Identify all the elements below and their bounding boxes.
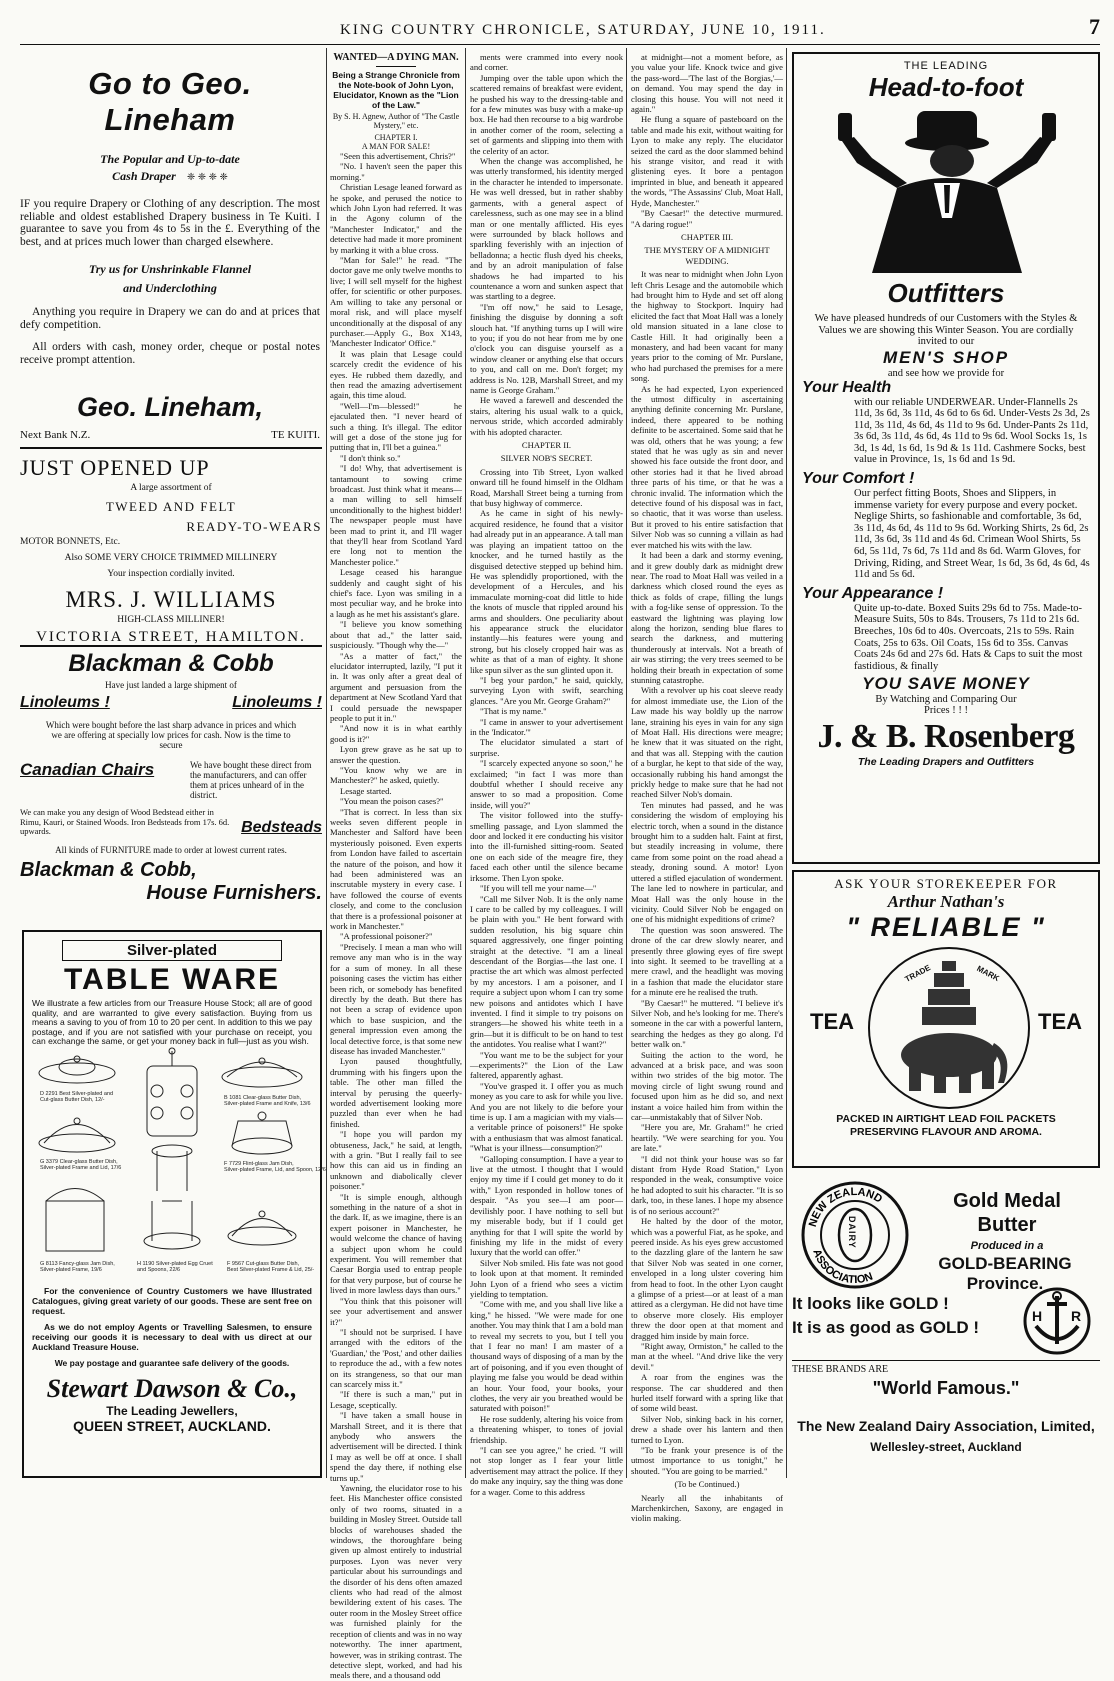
- nathan-name: Arthur Nathan's: [887, 892, 1005, 911]
- story-paragraph: A roar from the engines was the response. The car shuddered and then hurled itself forward with a spring like that of some wild beast.: [631, 1372, 783, 1414]
- dairy-brands: THESE BRANDS ARE: [792, 1364, 889, 1375]
- stewart-kicker: Silver-plated: [62, 940, 282, 961]
- divider: [20, 447, 322, 449]
- story-paragraph: When the change was accomplished, he was utterly transformed, his identity merged in the character he intended to impersonate. He was well dressed, but in rather shabby garments, with a general aspect of carelessness, such as one may see in a blind man or one mentally afflicted. His eyes were surrounded by black hollows and sparkling feverishly with an injection of belladonna; a hectic flush dyed his cheeks, and by an adroit manipulation of false shadows he had imparted to his countenance a worn and sunken aspect that was startling to a degree.: [470, 156, 623, 302]
- story-paragraph: The visitor followed into the stuffy-smelling passage, and Lyon slammed the door and locked it ere conducting his visitor into the ill-furnished sitting-room. Seated one on each side of the meagre fire, they faced each other until the silence became irksome. Then Lyon spoke.: [470, 810, 623, 883]
- lineham-body3: All orders with cash, money order, cheque or postal notes receive prompt attention.: [20, 341, 320, 366]
- story-paragraph: "A professional poisoner?": [340, 931, 433, 942]
- story-paragraph: It was plain that Lesage could scarcely credit the evidence of his eyes. He rubbed them dazedly, and then read the amazing advertisement again, this time aloud.: [330, 348, 462, 401]
- masthead: [0, 0, 1114, 48]
- dairy-province: GOLD-BEARING Province.: [938, 1254, 1072, 1293]
- story-title: WANTED—A DYING MAN.: [333, 52, 459, 63]
- story-paragraph: "I did not think your house was so far distant from Hyde Road Station," Lyon responded in the weak, consumptive voice he had adopted to suit his character. "It is so dark, too, in these lanes. I hope my absence is of no serious account?": [631, 1153, 783, 1216]
- item-caption: F 7729 Flint-glass Jam Dish,: [224, 1160, 294, 1167]
- story-body: [470, 52, 623, 1497]
- divider: [792, 1360, 1100, 1361]
- williams-ad: [20, 455, 322, 645]
- story-paragraph: Silver Nob smiled. His fate was not good to look upon at that moment. It reminded John Lyon of a friend who sees a victim yielding to temptation.: [470, 1257, 623, 1299]
- dairy-address: Wellesley-street, Auckland: [870, 1440, 1022, 1454]
- rosenberg-appearance-text: Quite up-to-date. Boxed Suits 29s 6d to 75s. Made-to-Measure Suits, 50s to 84s. Trousers, 7s 11d to 21s 6d. Breeches, 10s 6d to 40s. Overcoats, 21s to 59s. Rain Coats, 25s to 63s. Oil Coats, 15s 6d to 35s. Canvas Coats 24s 6d and 27s 6d. Hats & Caps to suit the most fastidious, & finally: [854, 602, 1083, 672]
- story-paragraph: Silver Nob, sinking back in his corner, drew a shade over his lantern and then turned to Lyon.: [631, 1413, 783, 1445]
- story-paragraph: "Right away, Ormiston," he called to the man at the wheel. "And drive like the very devil.": [631, 1340, 783, 1372]
- story-paragraph: Nearly all the inhabitants of Marchenkirchen, Saxony, are engaged in violin making.: [631, 1492, 783, 1524]
- rosenberg-mens-shop: MEN'S SHOP: [882, 347, 1010, 367]
- story-paragraph: "I don't think so.": [340, 452, 401, 463]
- stewart-catalogue-note: For the convenience of Country Customers we have Illustrated Catalogues, giving great variety of our goods. These are sent free on request.: [32, 1285, 312, 1316]
- story-paragraph: The elucidator simulated a start of surprise.: [470, 737, 623, 758]
- blackman-footer-furnishers: House Furnishers.: [146, 881, 322, 904]
- dairy-ad: [792, 1172, 1100, 1478]
- story-paragraph: "If you will tell me your name—": [480, 883, 597, 894]
- nathan-footer: PACKED IN AIRTIGHT LEAD FOIL PACKETS PRESERVING FLAVOUR AND AROMA.: [836, 1113, 1056, 1138]
- story-paragraph: "You want me to be the subject for your—experiments?" the Lion of the Law faltered, apparently aghast.: [470, 1049, 623, 1081]
- rosenberg-health-text: with our reliable UNDERWEAR. Under-Flannells 2s 11d, 3s 6d, 3s 11d, 4s 6d to 6s 6d. Under-Vests 2s 3d, 2s 11d, 3s 11d, 4s 6d, 4s 11d to 9s 6d. Under-Pants 2s 11d, 3s 6d, 3s 11d, 4s 6d, 4s 11d to 9s 6d. Wool Socks 1s, 1s 3d, 1s 4d, 1s 6d, 1s 9d & 1s 11d. Cashmere Socks, best value in Province, 1s, 1s 6d and 1s 9d.: [854, 396, 1090, 466]
- divider: [376, 66, 416, 67]
- blackman-name: Blackman & Cobb: [68, 650, 274, 677]
- williams-line6: Your inspection cordially invited.: [107, 569, 235, 579]
- story-paragraph: "Man for Sale!" he read. "The doctor gave me only twelve months to live; I will sell myself for the highest offer, for scientific or other purposes. Am willing to take any personal or moral risk, and will place myself unconditionally at the disposal of any purchaser.—Apply G., Box X143, 'Manchester Indicator' Office.": [330, 255, 462, 349]
- tea-label-left: TEA: [810, 1009, 854, 1034]
- story-paragraph: He halted by the door of the motor, which was a powerful Fiat, as he spoke, and peered inside. As his eyes grew accustomed to the dazzling glare of the lantern he saw that Silver Nob was seated in one corner, enveloped in a long ulster covering him from head to foot. In the other Lyon caught a glimpse of a priest—or at least of a man attired as a clergyman. He did not have time to observe more closely. His employer threw the door open at that moment and dragged him inside by main force.: [631, 1216, 783, 1341]
- story-paragraph: SILVER NOB'S SECRET.: [500, 453, 593, 464]
- rosenberg-provide: and see how we provide for: [887, 367, 1005, 379]
- blackman-intro: Have just landed a large shipment of: [105, 680, 237, 690]
- column-rule: [786, 48, 787, 1478]
- williams-line4: MOTOR BONNETS, Etc.: [20, 537, 121, 547]
- chapter-title: A MAN FOR SALE!: [361, 142, 431, 151]
- dairy-famous: "World Famous.": [872, 1378, 1020, 1398]
- story-paragraph: "You've grasped it. I offer you as much money as you care to ask for while you live. And you are not likely to die before your time is up. I am a magician with my vials—a veritable prince of poisoners!" He spoke with a enthusiasm that was almost fanatical. "What is your illness—consumption?": [470, 1080, 623, 1154]
- dairy-company: The New Zealand Dairy Association, Limited,: [797, 1418, 1095, 1434]
- dairy-butter: Butter: [977, 1214, 1037, 1236]
- blackman-chairs-text: We have bought these direct from the manufacturers, and can offer them at prices unheard of in the district.: [190, 760, 312, 800]
- item-caption: and Spoons, 22/6: [137, 1266, 181, 1273]
- story-column-1: [330, 52, 462, 1681]
- story-paragraph: With a revolver up his coat sleeve ready for almost immediate use, the Lion of the Law made his way boldly up the narrow lane, straining his eyes in vain for any sign of Moat Hall. His directions were meagre; he knew that it was situated on the right, and that was all. Stepping with the caution of a burglar, he kept to that side of the way, occasionally rubbing his hand amongst the prickly hedge to make sure that he had not reached Silver Nob's domain.: [631, 685, 783, 800]
- story-paragraph: It had been a dark and stormy evening, and it grew doubly dark as midnight drew near. The road to Moat Hall was veiled in a darkness which closed round the eyes as thick as folds of crape, filling the lungs with a fog-like sense of oppression. To the eastward the lightning was playing low along the horizon, sending blue flares to search the darkness, and muttering thunderously at intervals. Not a breath of air was stirring; the very trees seemed to be holding their breath in expectation of some stunning catastrophe.: [631, 550, 783, 685]
- lineham-headline: Go to Geo. Lineham: [88, 66, 252, 137]
- rosenberg-name: J. & B. Rosenberg: [817, 718, 1075, 756]
- column-rule: [465, 48, 466, 1478]
- column-rule: [626, 48, 627, 1478]
- story-paragraph: "It is simple enough, although something in the nature of a shot in the dark. If, as we imagine, there is an expert poisoner in Manchester, he would welcome the chance of having a subject upon whom he could experiment. You will remember that Caesar Borgia used to entrap people for that very purpose, but of course he lived in more lawless days than ours.": [330, 1191, 462, 1296]
- story-byline: By S. H. Agnew, Author of "The Castle Mystery," etc.: [332, 112, 460, 130]
- story-paragraph: "Precisely. I mean a man who will remove any man who is in the way for a sum of money. In all these poisoning cases the victim has either been rich, or somebody has benefited directly by the death. But there has not been a scrap of evidence upon which to base suspicion, and the general impression even among the local detective force, is that some new disease has invaded Manchester.": [330, 941, 462, 1056]
- story-paragraph: The question was soon answered. The drone of the car drew slowly nearer, and presently three glowing eyes of fire swept into sight. It seemed to be travelling at a mere crawl, and the headlight was moving in a fashion that made the elucidator stare for a minute ere he realised the truth.: [631, 924, 783, 998]
- williams-headline: JUST OPENED UP: [20, 455, 210, 480]
- story-paragraph: "You know why we are in Manchester?" he asked, quietly.: [330, 764, 462, 786]
- story-paragraph: "You mean the poison cases?": [340, 796, 444, 807]
- trade-label: TRADE: [903, 963, 933, 984]
- gentleman-illustration: [802, 103, 1092, 278]
- blackman-ad: [20, 650, 322, 920]
- story-paragraph: "I should not be surprised. I have arranged with the editors of the 'Guardian,' the 'Post,' and other dailies to reproduce the ad., with a few notes on its strangeness, so that our man can scarcely miss it.": [330, 1326, 462, 1389]
- story-paragraph: CHAPTER II.: [521, 440, 572, 451]
- stewart-ad: [22, 930, 326, 1478]
- story-paragraph: Jumping over the table upon which the scattered remains of breakfast were evident, he pushed his way to the dressing-table and for a few minutes was busy with a make-up box. He had then recourse to a big wardrobe in another corner of the room, selecting a set of garments and slipping into them with the celerity of an actor.: [470, 72, 623, 156]
- story-paragraph: Lesage ceased his harangue suddenly and caught sight of his chief's face. Lyon was smiling in a most peculiar way, and he broke into a laugh as he met his assistant's glare.: [330, 567, 462, 619]
- story-body: [330, 151, 462, 1681]
- nathan-tea-ad: [792, 870, 1100, 1168]
- story-paragraph: Lyon paused thoughtfully, drumming with his fingers upon the table. The other man filled the interval by perusing the queerly-worded advertisement looking more puzzled than ever when he had finished.: [330, 1056, 462, 1129]
- story-paragraph: "And now it is in what earthly good is it?": [330, 723, 462, 744]
- dairy-gold-medal: Gold Medal: [953, 1190, 1061, 1212]
- story-paragraph: "By Caesar!" he muttered. "I believe it's Silver Nob, and he's looking for me. There's someone in the car with a powerful lantern, searching the hedges as they go along. I'd better walk on.": [631, 997, 783, 1050]
- item-caption: Cut-glass Butter Dish, 12/-: [40, 1096, 105, 1103]
- chapter-heading: CHAPTER I.: [374, 133, 418, 142]
- svg-text:NEW ZEALAND: [807, 1186, 884, 1228]
- blackman-linoleums-left: Linoleums !: [20, 694, 110, 711]
- item-caption: B 1081 Clear-glass Butter Dish,: [224, 1094, 302, 1101]
- story-paragraph: "I'm off now," he said to Lesage, finishing the disguise by donning a soft slouch hat. "If anything turns up I will wire to you; if you do not hear from me by one o'clock you can disguise yourself as a window cleaner or anything else that occurs to you, and call on me. Don't forget; my address is No. 12B, Marshall Street, and my name is George Graham.": [470, 301, 623, 395]
- story-paragraph: "I scarcely expected anyone so soon," he exclaimed; "in fact I was more than doubtful whether I should receive any answer to so mad a proposition. Come inside, will you?": [470, 758, 623, 810]
- story-paragraph: "I beg your pardon," he said, quickly, surveying Lyon with swift, searching glances. "Are you Mr. George Graham?": [470, 674, 623, 706]
- story-paragraph: It was near to midnight when John Lyon left Chris Lesage and the automobile which had brought him to Hyde and set off along the highway to Stockport. Inquiry had elicited the fact that Moat Hall was a lonely old mansion situated in a lane close to Castle Hill. It had originally been a monastery, and had been vacant for many years prior to the coming of Mr. Purslane, who had purchased the premises for a mere song.: [631, 269, 783, 384]
- blackman-lino-text: Which were bought before the last sharp advance in prices and which we are offering at specially low prices for cash. Now is the time to secure: [45, 720, 297, 750]
- story-column-2: [470, 52, 623, 1497]
- column-rule: [326, 48, 327, 1478]
- story-paragraph: "I can see you agree," he cried. "I will not stop longer as I fear your little advertisement may attract the police. If they do make any inquiry, say the thing was done for a wager. Come to this address: [470, 1445, 623, 1497]
- anchor-letter-left: H: [1032, 1308, 1043, 1324]
- tea-label-right: TEA: [1038, 1009, 1082, 1034]
- item-caption: Silver-plated Frame, Lid, and Spoon, 12/6: [224, 1166, 326, 1173]
- story-paragraph: THE MYSTERY OF A MIDNIGHT WEDDING.: [644, 245, 770, 266]
- rosenberg-health: Your Health: [802, 378, 892, 396]
- item-caption: Silver-plated Frame, 19/6: [40, 1266, 102, 1273]
- lineham-ad: [20, 52, 320, 441]
- blackman-furniture: All kinds of FURNITURE made to order at lowest current rates.: [55, 844, 287, 855]
- story-paragraph: Crossing into Tib Street, Lyon walked onward till he found himself in the Oldham Road, Marshall Street being a turning from that busy highway of commerce.: [470, 466, 623, 509]
- lineham-underclothing: and Underclothing: [123, 281, 217, 295]
- rosenberg-kicker: THE LEADING: [903, 60, 989, 72]
- story-column-3: [631, 52, 783, 1524]
- divider: [20, 645, 322, 647]
- item-caption: H 1190 Silver-plated Egg Cruet: [137, 1260, 213, 1267]
- williams-address: VICTORIA STREET, HAMILTON.: [36, 629, 306, 645]
- story-body: [631, 52, 783, 1524]
- stewart-postage-note: We pay postage and guarantee safe delivery of the goods.: [54, 1357, 290, 1368]
- item-caption: G 3379 Clear-glass Butter Dish,: [40, 1158, 118, 1165]
- nathan-reliable: " RELIABLE ": [846, 912, 1046, 942]
- lineham-body: IF you require Drapery or Clothing of any description. The most reliable and oldest established Drapery business in Te Kuiti. I guarantee to save you from 4s to 5s in the £. Everything of the best, and at prices much lower than charged elsewhere.: [20, 198, 320, 248]
- story-paragraph: "You think that this poisoner will see your advertisement and answer it?": [330, 1295, 462, 1327]
- blackman-chairs: Canadian Chairs: [20, 760, 155, 779]
- story-paragraph: He rose suddenly, altering his voice from a threatening whisper, to tones of jovial friendship.: [470, 1413, 623, 1445]
- lineham-address-left: Next Bank N.Z.: [20, 429, 91, 441]
- lineham-subheading: The Popular and Up-to-date: [100, 152, 240, 166]
- anchor-letter-right: R: [1071, 1308, 1082, 1324]
- story-paragraph: Lesage started.: [340, 785, 392, 796]
- story-paragraph: "No. I haven't seen the paper this morning.": [330, 161, 462, 182]
- stewart-intro: We illustrate a few articles from our Treasure House Stock; all are of good quality, and are warranted to give every satisfaction. Buying from us means a saving to you of from 10 to 20 per cent. In addition to this we pay postage, and if you are not satisfied with your purchase on receipt, you can exchange the same, or get your money back in full—just as you wish.: [32, 998, 312, 1046]
- seal-ring-top: NEW ZEALAND: [806, 1185, 885, 1229]
- page-number: 7: [1089, 14, 1100, 39]
- rosenberg-outfitters: Outfitters: [887, 278, 1005, 308]
- item-caption: D 2291 Best Silver-plated and: [40, 1090, 114, 1097]
- story-paragraph: As he came in sight of his newly-acquired residence, he found that a visitor had already put in an appearance. A tall man was playing an impatient tattoo on the knocker, and he turned hastily as the disguised detective stepped up behind him. He was splendidly proportioned, with the development of a Hercules, and his immaculate morning-coat did little to hide the knots of muscle that rippled around his arms and shoulders. One peculiarity about his appearance struck the elucidator instantly—his features were young and strong, but his closely cropped hair was as white as that of a man of eighty. It shone like spun silver as the sun glinted upon it.: [470, 508, 623, 675]
- story-paragraph: CHAPTER III.: [680, 231, 734, 242]
- star-ornaments: ❈ ❈ ❈ ❈: [186, 172, 228, 183]
- stewart-agents-note: As we do not employ Agents or Travelling Salesmen, to ensure receiving our goods it is necessary to deal with us direct at our Auckland Treasure House.: [32, 1321, 312, 1352]
- stewart-name: Stewart Dawson & Co.,: [46, 1373, 298, 1403]
- story-paragraph: Lyon grew grave as he sat up to answer the question.: [330, 744, 462, 765]
- story-paragraph: ments were crammed into every nook and corner.: [470, 52, 623, 73]
- story-intro: Being a Strange Chronicle from the Note-book of John Lyon, Elucidator, Known as the "Lion of the Law.": [332, 70, 460, 110]
- rosenberg-intro: We have pleased hundreds of our Customers with the Styles & Values we are showing this Winter Season. You are cordially invited to our: [814, 313, 1078, 347]
- blackman-footer-name: Blackman & Cobb,: [20, 858, 197, 881]
- rosenberg-appearance: Your Appearance !: [802, 584, 944, 602]
- story-paragraph: "Come with me, and you shall live like a king," he hissed. "We were made for one another. You may think that I am a bold man to reveal my secrets to you, but I tell you that I fear no man! I am master of a thousand ways of disposing of a man by the art of poisoning, and if you even thought of playing me false you would be dead within an hour. Your food, your books, your clothes, the very air you breathed would be saturated with poison!": [470, 1299, 623, 1414]
- dairy-good: It is as good as GOLD !: [792, 1318, 980, 1337]
- story-paragraph: "I believe you know something about that ad.," the latter said, suspiciously. "Though why the—": [330, 619, 462, 651]
- nathan-line1: ASK YOUR STOREKEEPER FOR: [834, 876, 1058, 891]
- story-paragraph: "I have taken a small house in Marshall Street, and it is there that anybody who answers the advertisement will be directed. I think I may as well be off at once. I shall spend the day there, if nothing else turns up.": [330, 1410, 462, 1483]
- blackman-bedsteads: Bedsteads: [241, 818, 322, 836]
- rosenberg-tagline: The Leading Drapers and Outfitters: [857, 756, 1035, 769]
- item-caption: Silver-plated Frame and Lid, 17/6: [40, 1164, 122, 1171]
- blackman-linoleums-right: Linoleums !: [232, 694, 322, 711]
- dairy-looks: It looks like GOLD !: [792, 1294, 949, 1313]
- item-caption: Best Silver-plated Frame & Lid, 25/-: [227, 1266, 315, 1273]
- lineham-name: Geo. Lineham,: [76, 392, 264, 422]
- williams-name: MRS. J. WILLIAMS: [65, 587, 277, 612]
- story-paragraph: at midnight—not a moment before, as you value your life. Knock twice and give the pass-word—'The last of the Borgias,'—on demand. You may spend the day in closing this house. You will not need it again.": [631, 52, 783, 115]
- story-paragraph: Suiting the action to the word, he advanced at a brisk pace, and was soon within two strides of the big motor. The moving circle of light swung round and focused upon him as he did so, and next instant a voice hailed him from within the car—unmistakably that of Silver Nob.: [631, 1049, 783, 1123]
- story-paragraph: He flung a square of pasteboard on the table and made his exit, without waiting for Lyon to make any reply. The elucidator seized the card as the door slammed behind his strange visitor, and read it with glistening eyes. It bore a pentagon imprinted in blue, and beneath it appeared the words, "The Assassins' Club, Moat Hall, Hyde, Manchester.": [631, 114, 783, 208]
- story-paragraph: "I came in answer to your advertisement in the 'Indicator.'": [470, 716, 623, 737]
- story-paragraph: Yawning, the elucidator rose to his feet. His Manchester office consisted only of two rooms, situated in a building in Mosley Street. Outside tall blocks of warehouses shaded the windows, the thoroughfare being given up almost entirely to industrial purposes. Lyon was never very particular about his surroundings and the disorder of his dens often amazed clients who had read of the almost bewildering extent of his cases. The outer room in the Mosley Street office was furnished plainly for the reception of clients and was in no way noteworthy. The inner apartment, however, was in striking contrast. The detective slept, worked, and had his meals there, and a thousand odd: [330, 1483, 462, 1681]
- blackman-beds-text: We can make you any design of Wood Bedstead either in Rimu, Kauri, or Stained Woods. Iron Bedsteads from 17s. 6d. upwards.: [20, 807, 230, 836]
- rosenberg-ad: [792, 52, 1100, 864]
- item-caption: Silver-plated Frame and Knife, 13/6: [224, 1100, 311, 1107]
- stewart-tagline: The Leading Jewellers,: [106, 1403, 238, 1418]
- lineham-body2: Anything you require in Drapery we can do and at prices that defy competition.: [20, 306, 320, 331]
- rosenberg-headline: Head-to-foot: [868, 72, 1024, 102]
- story-paragraph: "Seen this advertisement, Chris?": [340, 151, 456, 161]
- story-paragraph: He waved a farewell and descended the stairs, altering his usual walk to a quick, nervous stride, which accorded admirably with his adopted character.: [470, 395, 623, 437]
- williams-line5: Also SOME VERY CHOICE TRIMMED MILLINERY: [64, 553, 278, 563]
- rosenberg-compare: By Watching and Comparing Our Prices ! ! !: [875, 694, 1017, 717]
- williams-line2: TWEED AND FELT: [105, 499, 237, 514]
- story-paragraph: "Here you are, Mr. Graham!" he cried heartily. "We were searching for you. You are late.": [631, 1122, 783, 1154]
- williams-line3: READY-TO-WEARS: [186, 519, 322, 534]
- story-paragraph: As he had expected, Lyon experienced the utmost difficulty in ascertaining anything definite concerning Mr. Purslane, indeed, there appeared to be nothing definite to be ascertained. Some said that he was old, others that he was young; a few stated that he was ugly as sin and never showed his face outside the front door, and other stories had it that he lived abroad three parts of his time, or that he was a chronic invalid. The information which the detective found of his disposal was in fact, so chaotic, that it was worse than useless. But it proved to his entire satisfaction that Silver Nob was so cunning a villain as had ever matched his wits with the law.: [631, 383, 783, 550]
- rosenberg-comfort-text: Our perfect fitting Boots, Shoes and Slippers, in immense variety for every purpose and every pocket. Neglige Shirts, so fashionable and comfortable, 3s 6d, 3s 11d, 4s 6d, 4s 11d to 9s 6d. Working Shirts, 2s 6d, 2s 11d, 3s 6d, 3s 11d and 4s 6d. Crimean Wool Shirts, 5s 6d, 5s 11d, 7s 6d, 7s 11d and 8s 6d. Warm Gloves, for Driving, Riding, and Street Wear, 1s 6d, 3s 6d, 4s 6d, 4s 11d and 5s 6d.: [854, 488, 1090, 581]
- story-paragraph: "By Caesar!" the detective murmured. "A daring rogue!": [631, 208, 783, 229]
- story-paragraph: "I hope you will pardon my obtuseness, Jack," he said, at length, with a grin. "But I really fail to see how this can aid us in finding an unknown and diabolically clever poisoner.": [330, 1129, 462, 1192]
- williams-role: HIGH-CLASS MILLINER!: [117, 615, 225, 625]
- story-paragraph: "Galloping consumption. I have a year to live at the utmost. I thought that I would enjoy my time if I could get money to do it with," Lyon responded in hollow tones of despair. "As you see—I am poor—devilishly poor. I have nothing to sell but my miserable body, but if I could get anything for that I will spite the world by finishing my life in the midst of every luxury that the world can offer.": [470, 1153, 623, 1258]
- story-paragraph: "That is my name.": [480, 706, 547, 717]
- stewart-address: QUEEN STREET, AUCKLAND.: [73, 1417, 271, 1434]
- story-paragraph: "Well—I'm—blessed!" he ejaculated then. "I never heard of such a thing. It's illegal. The editor will get a dose of the stone jug for putting that in, I'll bet a guinea.": [330, 400, 462, 453]
- rosenberg-comfort: Your Comfort !: [802, 470, 915, 488]
- lineham-flannel: Try us for Unshrinkable Flannel: [88, 262, 252, 276]
- trade-mark-emblem: [864, 943, 1034, 1113]
- tableware-illustration: [32, 1051, 326, 1286]
- story-paragraph: "If there is such a man," put in Lesage, sceptically.: [330, 1389, 462, 1410]
- story-paragraph: "As a matter of fact," the elucidator interrupted, lazily, "I put it in. It was only after a great deal of argument and persuasion from the department at New Scotland Yard that I could persuade the newspaper people to put it in.": [330, 650, 462, 723]
- item-caption: F 9567 Cut-glass Butter Dish,: [227, 1260, 300, 1267]
- seal-ring-bottom: ASSOCIATION: [810, 1247, 875, 1287]
- lineham-address-right: TE KUITI.: [271, 429, 320, 441]
- story-paragraph: "I do! Why, that advertisement is tantamount to sowing crime broadcast. Just think what it means—a man willing to sell himself unconditionally to the highest bidder! The newspaper people must have been mad to print it, and I'll wager that they'll hear from Scotland Yard ere long not to mention the Manchester police.": [330, 463, 462, 567]
- rosenberg-save: YOU SAVE MONEY: [862, 674, 1030, 694]
- story-paragraph: "That is correct. In less than six weeks seven different people in Manchester and Salford have been mysteriously poisoned. Even experts from London have failed to ascertain the nature of the poison, and how it had been administered was an inscrutable mystery in every case. I have followed the course of events closely, and come to the conclusion that there is a professional poisoner at work in Manchester.": [330, 806, 462, 932]
- mark-label: MARK: [975, 963, 1001, 984]
- item-caption: G 8113 Fancy-glass Jam Dish,: [40, 1260, 115, 1267]
- page-title: KING COUNTRY CHRONICLE, SATURDAY, JUNE 10, 1911.: [340, 22, 826, 38]
- story-paragraph: Christian Lesage leaned forward as he spoke, and perused the notice to which John Lyon had referred. It was in the Agony column of the "Manchester Indicator," and the detective had made it more prominent by marking it with a blue cross.: [330, 182, 462, 255]
- story-paragraph: "To be frank your presence is of the utmost importance to us tonight," he shouted. "You are going to be married.": [631, 1445, 783, 1476]
- seal-center: DAIRY: [847, 1216, 857, 1249]
- stewart-headline: TABLE WARE: [63, 963, 281, 996]
- williams-line1: A large assortment of: [130, 483, 212, 493]
- masthead-rule: [20, 44, 1100, 45]
- lineham-cash-draper: Cash Draper: [112, 169, 176, 183]
- story-paragraph: "Call me Silver Nob. It is the only name I care to be called by my colleagues. I will be plain with you." He bent forward with sudden resolution, his big square chin squared aggressively, one finger pointing straight at the detective. "I am a lineal descendant of the Borgias—the last one. I practise the art which was almost perfected by my ancestors. I am a poisoner, and I require a subject upon whom I can try some new poisons and antidotes which I have invented. I find it simple to try poisons on strangers—he showed his white teeth in a grin—but it is difficult to be on hand to test the antidotes. You realise what I want?": [470, 893, 623, 1050]
- dairy-produced: Produced in a: [970, 1240, 1044, 1252]
- story-paragraph: Ten minutes had passed, and he was considering the wisdom of employing his electric torch, when a sound in the distance brought him to a sudden halt. Faint at first, but steadily increasing in volume, there came from some point on the road ahead a steady, droning sound. A motor! Lyon uttered a stifled ejaculation of wonderment. The lane led to nowhere in particular, and Moat Hall was the only house in the vicinity. Could Silver Nob be engaged on one of his midnight expeditions of crime?: [631, 799, 783, 925]
- story-paragraph: (To be Continued.): [674, 1479, 740, 1490]
